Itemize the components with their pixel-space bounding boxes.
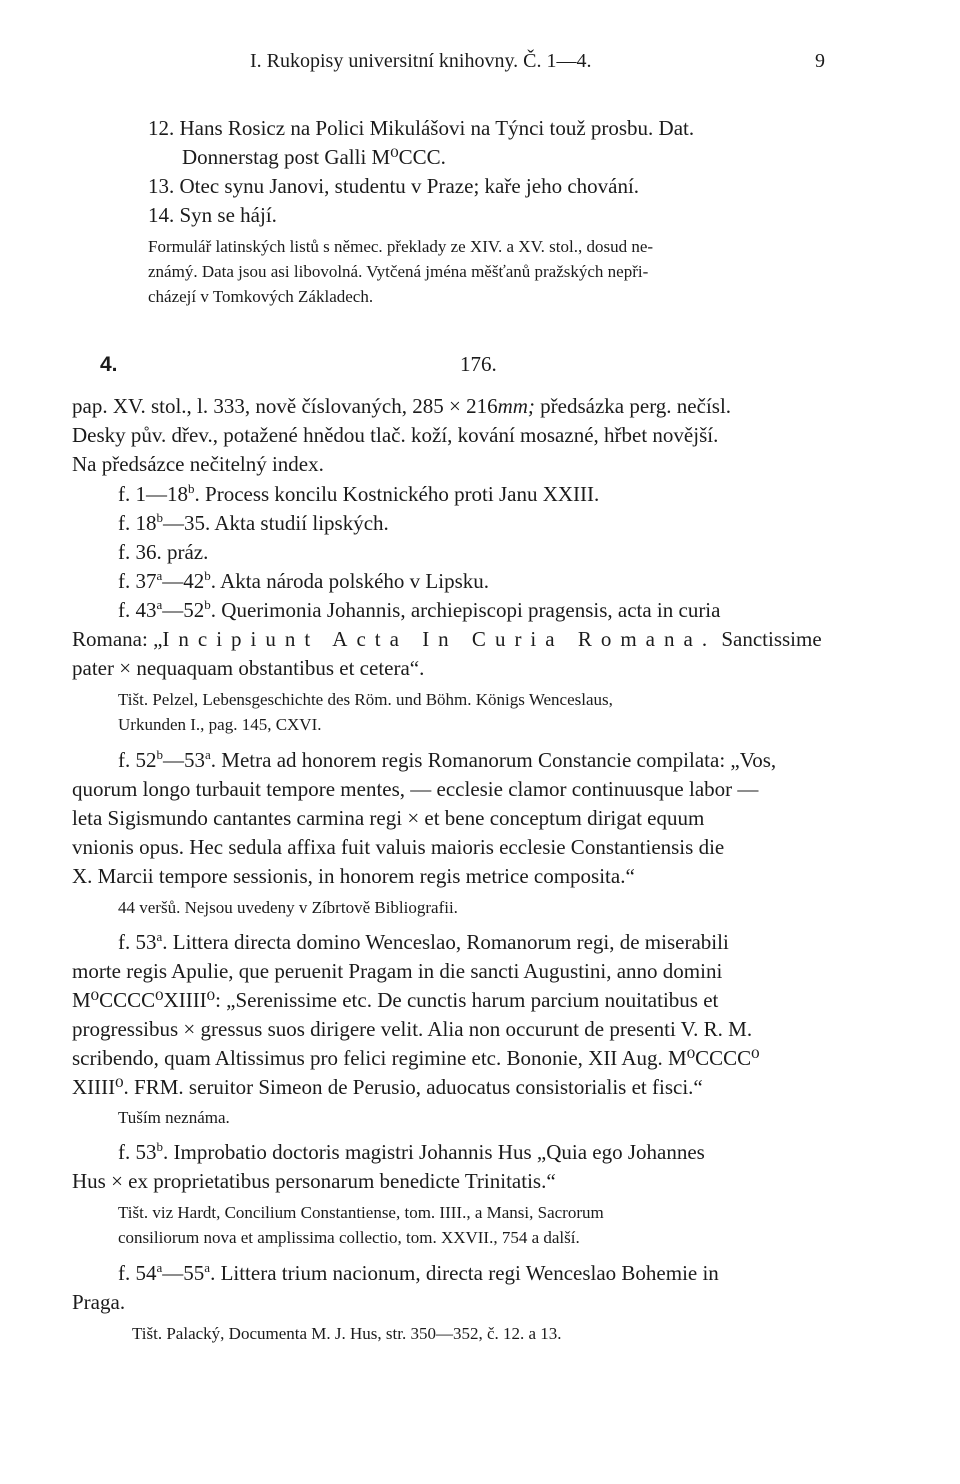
folio-entry: f. 53$^b$. Improbatio doctoris magistri Johannis Hus „Quia ego Johannes [118,1139,705,1164]
note-line: Formulář latinských listů s němec. překlady ze XIV. a XV. stol., dosud ne- [148,237,654,256]
folio-entry: f. 1—18$^b$. Process koncilu Kostnického proti Janu XXIII. [118,481,600,506]
folio-entry-continuation: scribendo, quam Altissimus pro felici regimine etc. Bononie, XII Aug. M⁰CCCC⁰ [72,1046,760,1070]
list-item-text: Otec synu Janovi, studentu v Praze; kaře jeho chování. [179,174,640,198]
running-title: I. Rukopisy universitní knihovny. Č. 1—4. [250,50,592,72]
folio-entry-continuation: leta Sigismundo cantantes carmina regi × et bene conceptum dirigat equum [72,806,705,830]
list-item-number: 14. [148,203,175,227]
list-item-number: 12. [148,116,175,140]
description-line: Na předsázce nečitelný index. [72,452,324,476]
note-line: cházejí v Tomkových Základech. [148,287,374,306]
folio-entry-continuation: Praga. [72,1290,126,1314]
folio-entry: f. 53$^a$. Littera directa domino Wenceslao, Romanorum regi, de miserabili [118,929,729,954]
folio-entry-continuation: progressibus × gressus suos dirigere velit. Alia non occurunt de presenti V. R. M. [72,1017,753,1041]
note-line: consiliorum nova et amplissima collectio, tom. XXVII., 754 a další. [118,1228,580,1247]
folio-entry-continuation: quorum longo turbauit tempore mentes, — ecclesie clamor continuusque labor — [72,777,759,801]
note-line: 44 veršů. Nejsou uvedeny v Zíbrtově Bibliografii. [118,898,458,917]
description-line: Desky pův. dřev., potažené hnědou tlač. koží, kování mosazné, hřbet novější. [72,423,719,447]
folio-entry: f. 36. práz. [118,540,209,564]
list-item-text: Syn se hájí. [179,203,277,227]
note-line: Urkunden I., pag. 145, CXVI. [118,715,322,734]
shelf-mark: 176. [460,352,497,376]
folio-entry: f. 54$^a$—55$^a$. Littera trium nacionum, directa regi Wenceslao Bohemie in [118,1260,719,1285]
folio-entry: f. 37$^a$—42$^b$. Akta národa polského v Lipsku. [118,568,490,593]
description-line: pap. XV. stol., l. 333, nově číslovaných, 285 × 216mm; předsázka perg. nečísl. [72,394,732,418]
page-number: 9 [815,50,825,72]
note-line: Tišt. Palacký, Documenta M. J. Hus, str. 350—352, č. 12. a 13. [132,1324,562,1343]
folio-entry: f. 18$^b$—35. Akta studií lipských. [118,510,389,535]
note-line: Tišt. viz Hardt, Concilium Constantiense, tom. IIII., a Mansi, Sacrorum [118,1203,604,1222]
note-line: Tišt. Pelzel, Lebensgeschichte des Röm. und Böhm. Königs Wenceslaus, [118,690,613,709]
note-line: známý. Data jsou asi libovolná. Vytčená jména měšťanů pražských nepři- [148,262,649,281]
folio-entry: f. 52$^b$—53$^a$. Metra ad honorem regis Romanorum Constancie compilata: „Vos, [118,747,777,772]
note-line: Tuším neznáma. [118,1108,230,1127]
folio-entry-continuation: Romana: „Incipiunt Acta In Curia Romana. Sanctissime [72,627,822,651]
folio-entry-continuation: pater × nequaquam obstantibus et cetera“. [72,656,425,680]
folio-entry-continuation: X. Marcii tempore sessionis, in honorem regis metrice composita.“ [72,864,635,888]
folio-entry-continuation: morte regis Apulie, que peruenit Pragam in die sancti Augustini, anno domini [72,959,723,983]
section-number: 4. [100,353,118,376]
list-item [148,174,639,199]
list-item-number: 13. [148,174,175,198]
list-item [148,116,694,141]
list-item [148,203,277,228]
folio-entry-continuation: Hus × ex proprietatibus personarum benedicte Trinitatis.“ [72,1169,556,1193]
list-item-continuation: Donnerstag post Galli M⁰CCC. [182,145,446,169]
folio-entry: f. 43$^a$—52$^b$. Querimonia Johannis, archiepiscopi pragensis, acta in curia [118,597,721,622]
folio-entry-continuation: vnionis opus. Hec sedula affixa fuit valuis maioris ecclesie Constantiensis die [72,835,725,859]
folio-entry-continuation: M⁰CCCC⁰XIIII⁰: „Serenissime etc. De cunctis harum parcium nouitatibus et [72,988,719,1012]
folio-entry-continuation: XIIII⁰. FRM. seruitor Simeon de Perusio, aduocatus consistorialis et fisci.“ [72,1075,703,1099]
list-item-text: Hans Rosicz na Polici Mikulášovi na Týnci touž prosbu. Dat. [179,116,695,140]
